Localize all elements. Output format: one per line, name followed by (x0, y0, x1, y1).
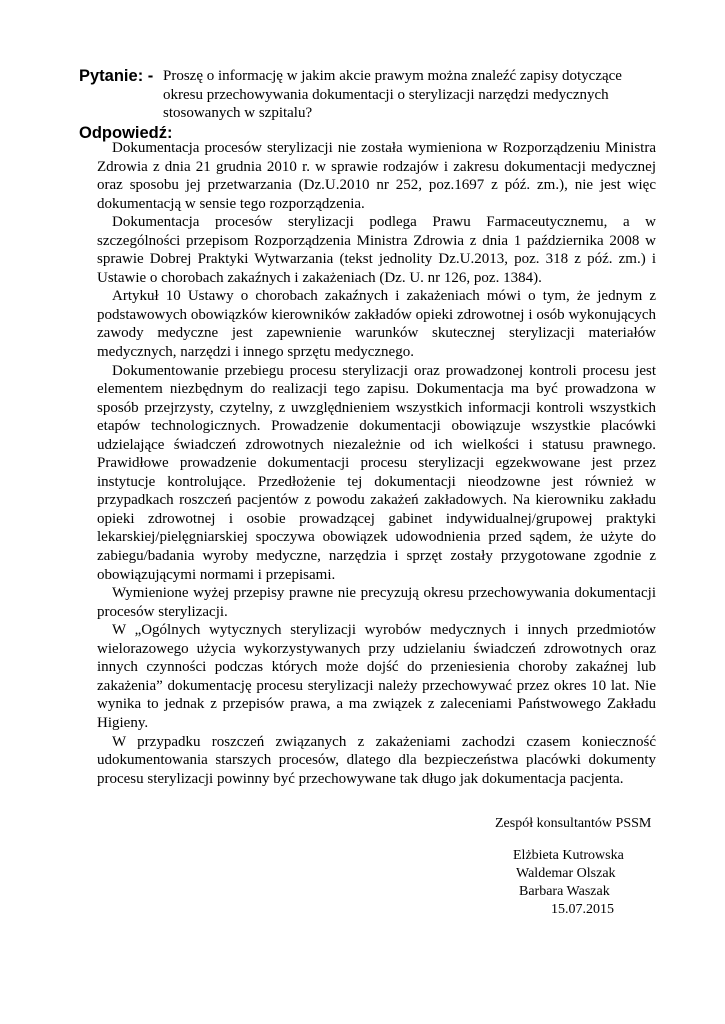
question-label: Pytanie: - (79, 67, 154, 85)
answer-paragraph: W przypadku roszczeń związanych z zakażeniami zachodzi czasem konieczność udokumentowania starszych procesów, dlatego dla bezpieczeństwa placówki dokumenty procesu sterylizacji powinny być przechowywane tak długo jak dokumentacja pacjenta. (97, 733, 656, 787)
answer-body (97, 139, 656, 788)
answer-paragraph: Dokumentacja procesów sterylizacji podlega Prawu Farmaceutycznemu, a w szczególności przepisom Rozporządzenia Ministra Zdrowia z dnia 1 października 2008 w sprawie Dobrej Praktyki Wytwarzania (tekst jednolity Dz.U.2013, poz. 318 z póź. zm.) i Ustawie o chorobach zakaźnych i zakażeniach (Dz. U. nr 126, poz. 1384). (97, 214, 656, 286)
answer-paragraph: Wymienione wyżej przepisy prawne nie precyzują okresu przechowywania dokumentacji procesów sterylizacji. (97, 585, 656, 620)
signature-team: Zespół konsultantów PSSM (495, 816, 652, 831)
signature-name: Elżbieta Kutrowska (513, 848, 624, 863)
answer-paragraph: W „Ogólnych wytycznych sterylizacji wyrobów medycznych i innych przedmiotów wielorazowego użycia wykorzystywanych przy udzielaniu świadczeń zdrowotnych oraz innych czynności podczas których może dojść do przeniesienia choroby zakaźnej lub zakażenia” dokumentację procesu sterylizacji należy przechowywać przez okres 10 lat. Nie wynika to jednak z przepisów prawa, a ma związek z zaleceniami Państwowego Zakładu Higieny. (97, 622, 656, 731)
answer-paragraph: Artykuł 10 Ustawy o chorobach zakaźnych i zakażeniach mówi o tym, że jednym z podstawowych obowiązków kierowników zakładów opieki zdrowotnej i osób wykonujących zawody medyczne jest zapewnienie warunków skutecznej sterylizacji materiałów medycznych, narzędzi i innego sprzętu medycznego. (97, 288, 656, 361)
answer-paragraph: Dokumentacja procesów sterylizacji nie została wymieniona w Rozporządzeniu Ministra Zdrowia z dnia 21 grudnia 2010 r. w sprawie rodzajów i zakresu dokumentacji medycznej oraz sposobu jej przetwarzania (Dz.U.2010 nr 252, poz.1697 z póź. zm.), nie jest więc dokumentacją w sensie tego rozporządzenia. (97, 140, 656, 212)
signature-name: Waldemar Olszak (516, 866, 616, 881)
signature-date: 15.07.2015 (551, 902, 614, 917)
question-text: Proszę o informację w jakim akcie prawym można znaleźć zapisy dotyczące okresu przechowywania dokumentacji o sterylizacji narzędzi medycznych stosowanych w szpitalu? (163, 68, 622, 121)
answer-label: Odpowiedź: (79, 124, 173, 142)
answer-paragraph: Dokumentowanie przebiegu procesu sterylizacji oraz prowadzonej kontroli procesu jest elementem niezbędnym do realizacji tego zapisu. Dokumentacja ma być prowadzona w sposób przejrzysty, czytelny, z uwzględnieniem wszystkich informacji kontroli wszystkich etapów technologicznych. Prowadzenie dokumentacji obowiązuje wszystkie placówki udzielające świadczeń zdrowotnych niezależnie od ich wielkości i statusu prawnego. Prawidłowe prowadzenie dokumentacji procesu sterylizacji egzekwowane jest przez instytucje kontrolujące. Przedłożenie tej dokumentacji nieodzowne jest również w przypadkach roszczeń pacjentów z powodu zakażeń zakładowych. Na kierowniku zakładu opieki zdrowotnej i osobie prowadzącej gabinet indywidualnej/grupowej praktyki lekarskiej/pielęgniarskiej spoczywa obowiązek udowodnienia przed sądem, że użyte do zabiegu/badania wyroby medyczne, narzędzia i sprzęt zostały przygotowane zgodnie z obowiązującymi normami i przepisami. (97, 362, 656, 583)
signature-name: Barbara Waszak (519, 884, 610, 899)
